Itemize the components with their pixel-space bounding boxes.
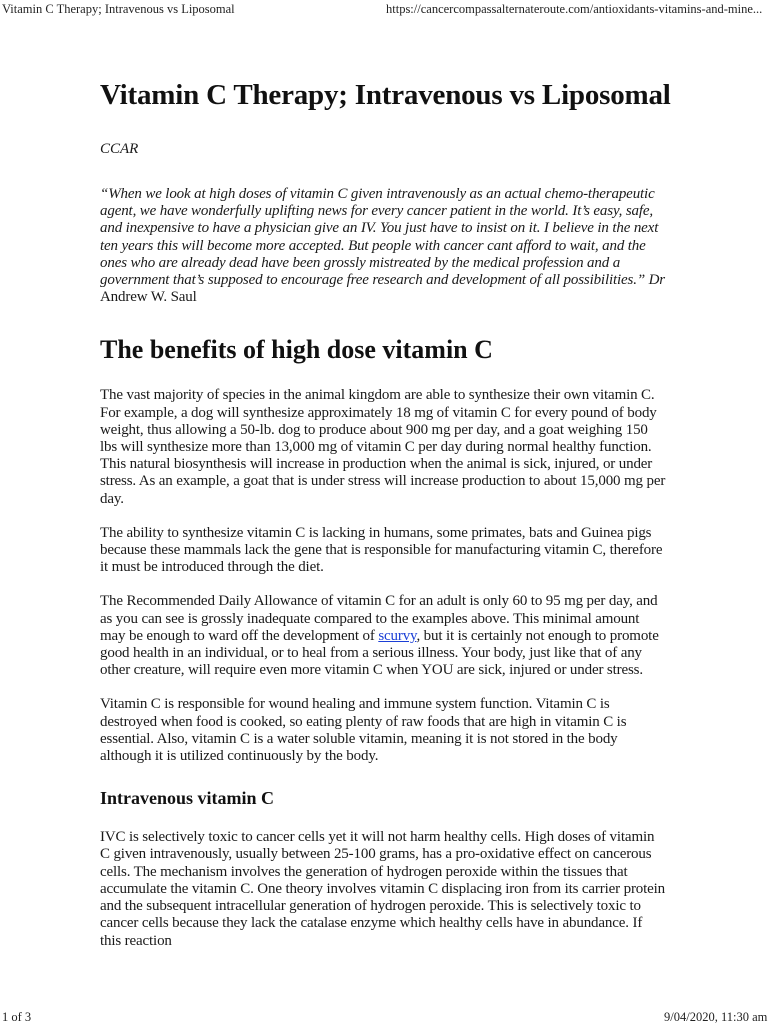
section-heading-intravenous: Intravenous vitamin C xyxy=(100,788,275,809)
intravenous-paragraph-1: IVC is selectively toxic to cancer cells yet it will not harm healthy cells. High doses of vitamin C given intravenously, usually between 25-100 grams, has a pro-oxidative effect on cancerous cells. The mechanism involves the generation of hydrogen peroxide within the tissues that accumulate the vitamin C. One theory involves vitamin C displacing iron from its carrier protein and the subsequent intracellular generation of hydrogen peroxide. This is selectively toxic to cancer cells because they lack the catalase enzyme which healthy cells have in abundance. If this reaction xyxy=(100,829,666,949)
print-datetime: 9/04/2020, 11:30 am xyxy=(664,1010,768,1024)
page-indicator: 1 of 3 xyxy=(2,1010,32,1024)
benefits-paragraph-3-text-before: The Recommended Daily Allowance of vitamin C for an adult is only 60 to 95 mg per day, and as you can see is grossly inadequate compared to the examples above. This minimal amount may be enough to ward off the development of xyxy=(100,593,658,644)
quote-attribution-name: Andrew W. Saul xyxy=(100,289,197,306)
benefits-paragraph-1: The vast majority of species in the animal kingdom are able to synthesize their own vitamin C. For example, a dog will synthesize approximately 18 mg of vitamin C for every pound of body weight, thus allowing a 50-lb. dog to produce about 900 mg per day, and a goat weighing 150 lbs will synthesize more than 13,000 mg of vitamin C per day during normal healthy function. This natural biosynthesis will increase in production when the animal is sick, injured, or under stress. As an example, a goat that is under stress will increase production to about 15,000 mg per day. xyxy=(100,387,666,507)
quote-attribution-prefix: Dr xyxy=(648,272,665,289)
scurvy-link[interactable]: scurvy xyxy=(378,627,417,644)
article-quote xyxy=(100,186,666,306)
benefits-paragraph-4: Vitamin C is responsible for wound healing and immune system function. Vitamin C is destroyed when food is cooked, so eating plenty of raw foods that are high in vitamin C is essential. Also, vitamin C is a water soluble vitamin, meaning it is not stored in the body although it is utilized continuously by the body. xyxy=(100,696,627,765)
print-header-page-title: Vitamin C Therapy; Intravenous vs Liposomal xyxy=(2,2,235,16)
print-footer xyxy=(0,1010,768,1024)
benefits-paragraph-2: The ability to synthesize vitamin C is lacking in humans, some primates, bats and Guinea pigs because these mammals lack the gene that is responsible for manufacturing vitamin C, therefore it must be introduced through the diet. xyxy=(100,524,663,576)
section-heading-benefits: The benefits of high dose vitamin C xyxy=(100,335,493,365)
benefits-paragraph-3-text-after: , but it is certainly not enough to promote good health in an individual, or to heal from a serious illness. Your body, just like that of any other creature, will require even more vitamin C when YOU are sick, injured or under stress. xyxy=(100,627,659,679)
quote-text: “When we look at high doses of vitamin C given intravenously as an actual chemo-therapeutic agent, we have wonderfully uplifting news for every cancer patient in the world. It’s easy, safe, and inexpensive to have a physician give an IV. You just have to insist on it. I believe in the next ten years this will become more accepted. But people with cancer cant afford to wait, and the ones who are already dead have been grossly mistreated by the medical profession and a government that’s supposed to encourage free research and development of all possibilities.” xyxy=(100,186,659,289)
article-title: Vitamin C Therapy; Intravenous vs Liposomal xyxy=(100,79,671,111)
print-header-url: https://cancercompassalternateroute.com/antioxidants-vitamins-and-mine... xyxy=(386,2,763,16)
article-content xyxy=(100,70,671,950)
article-byline: CCAR xyxy=(100,141,139,157)
benefits-paragraph-3 xyxy=(100,593,666,679)
print-header xyxy=(0,0,768,18)
